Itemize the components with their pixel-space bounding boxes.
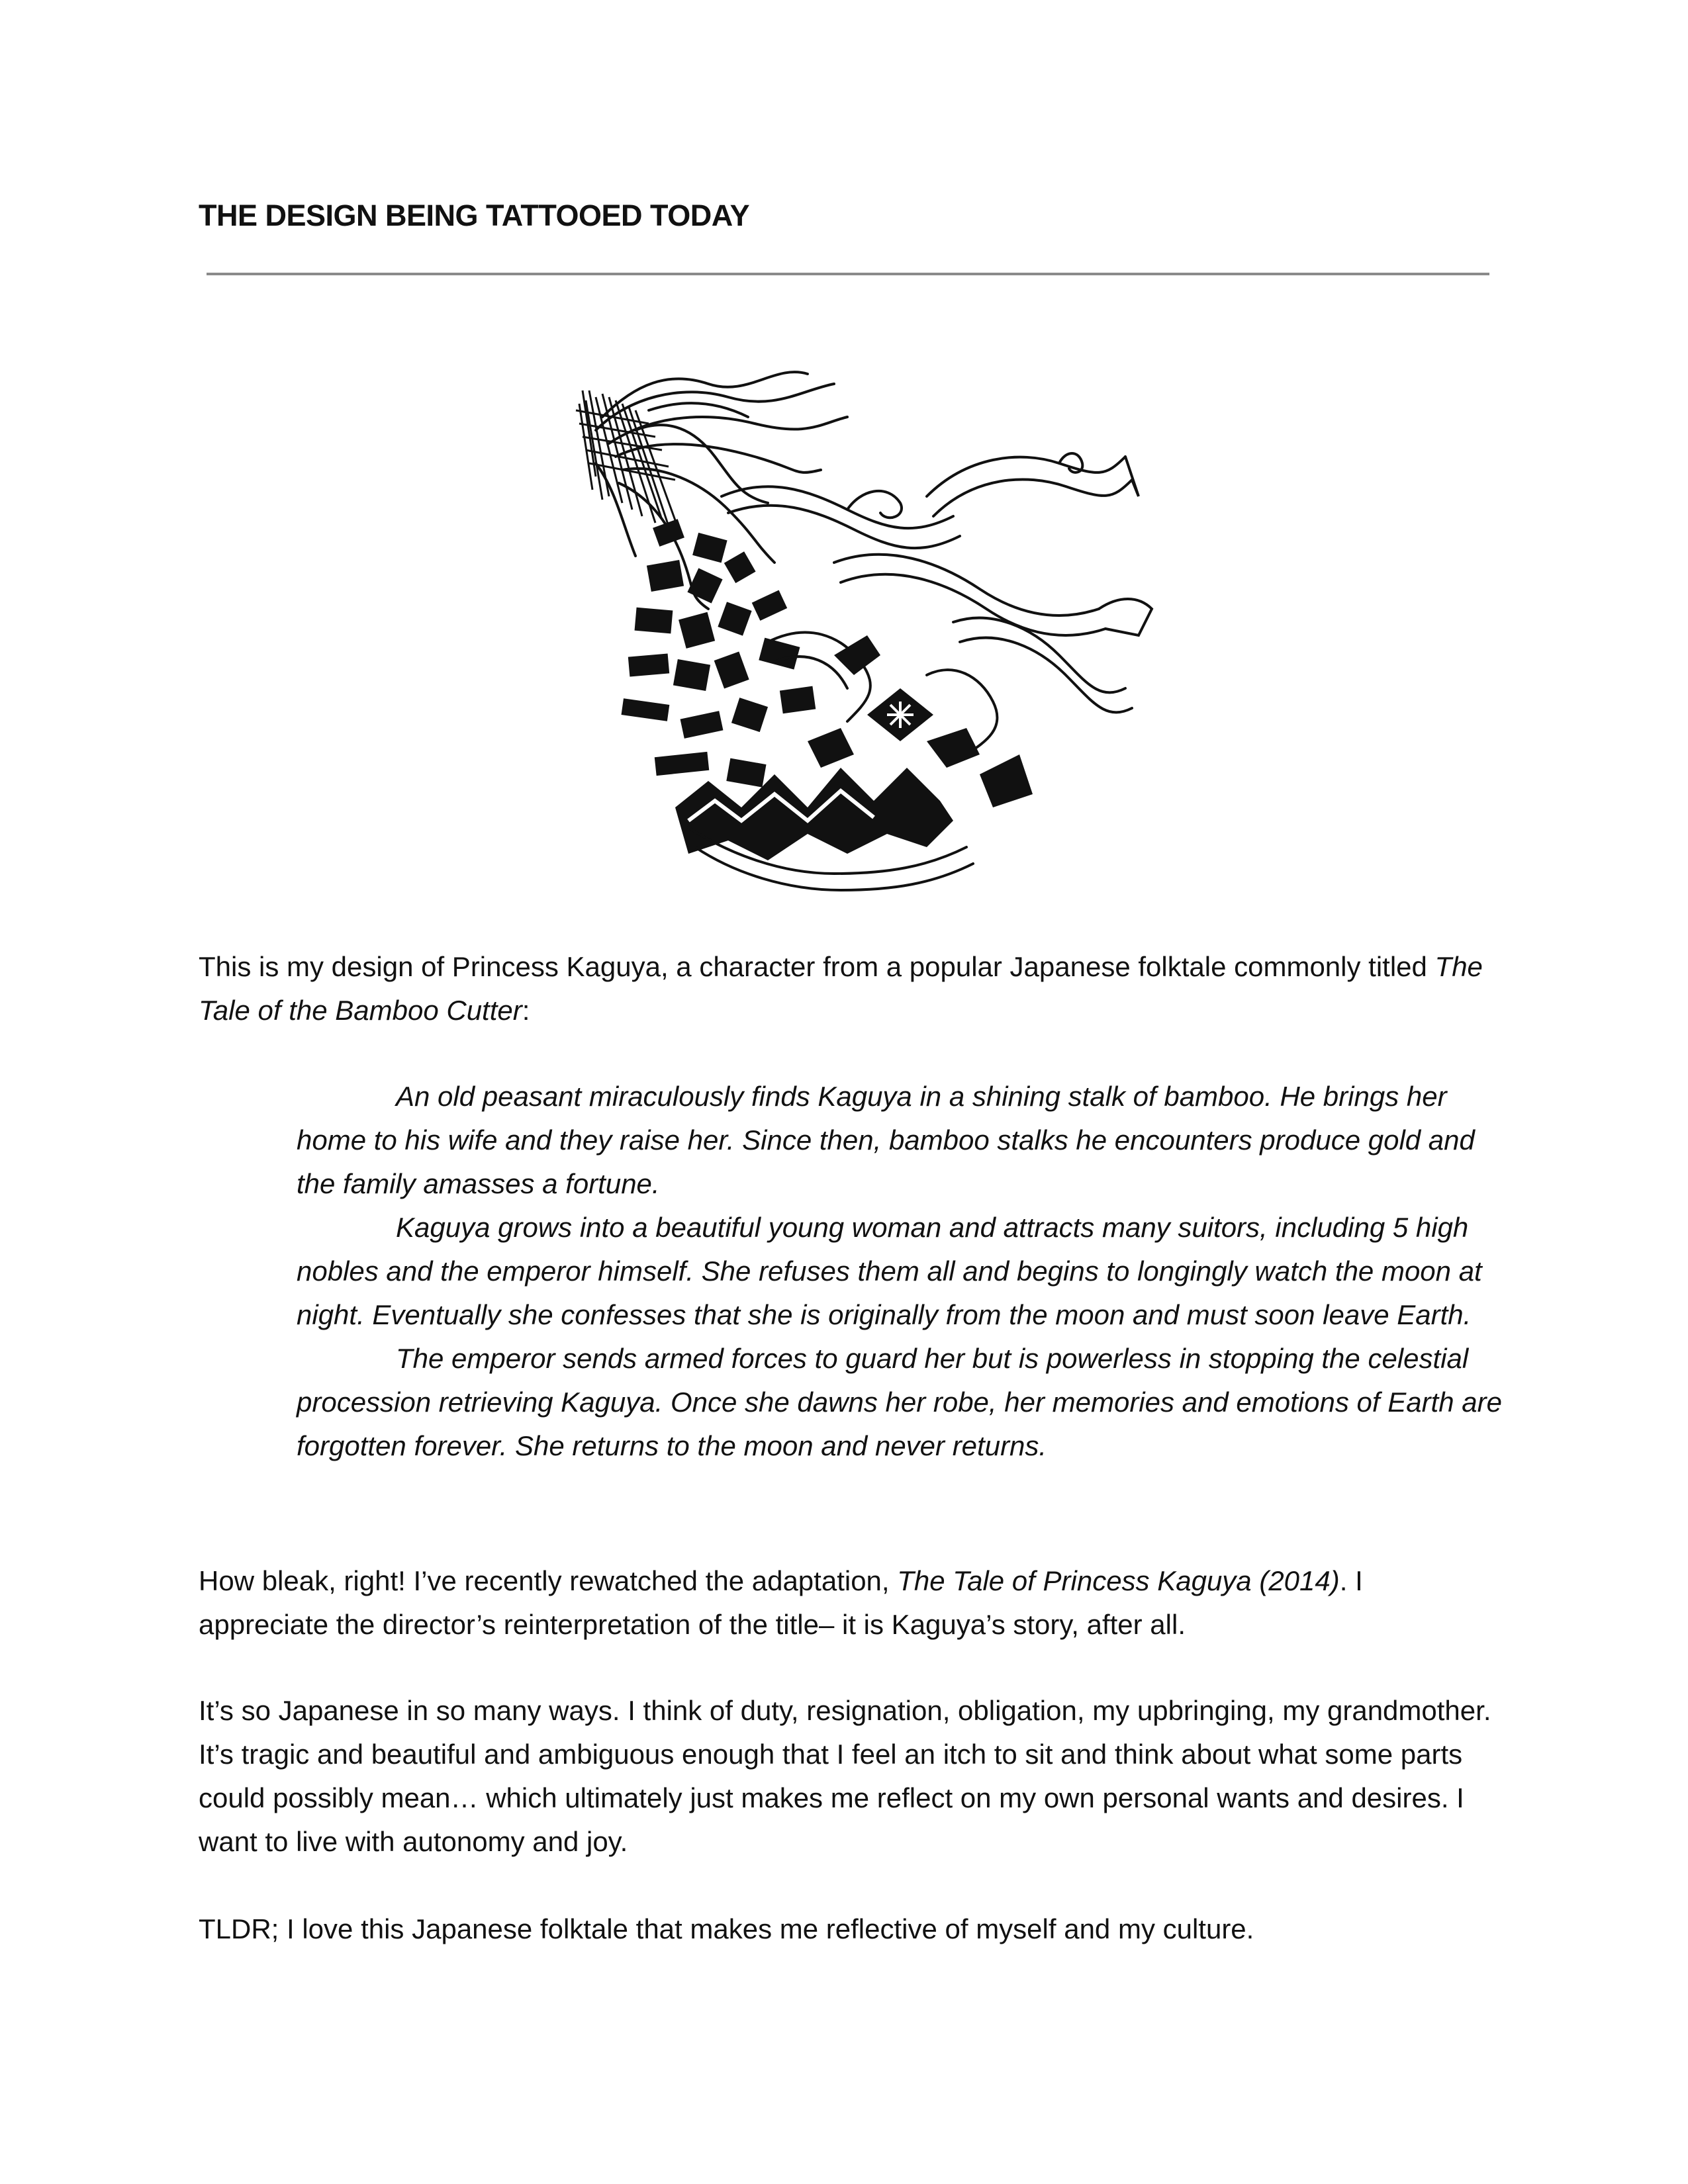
quote-paragraph: The emperor sends armed forces to guard her but is powerless in stopping the celestial procession retrieving Kaguya. Once she dawns her robe, her memories and emotions of Earth are forgotten forever. She returns to the moon and never returns. <box>297 1343 1502 1461</box>
intro-colon: : <box>522 995 530 1026</box>
princess-kaguya-ink-drawing-icon <box>556 344 1205 893</box>
folktale-summary-quote <box>297 1075 1508 1468</box>
film-title: The Tale of Princess Kaguya (2014) <box>897 1565 1340 1596</box>
horizontal-divider <box>207 273 1489 275</box>
adaptation-paragraph <box>199 1559 1496 1647</box>
reflection-paragraph <box>199 1689 1496 1864</box>
intro-text: This is my design of Princess Kaguya, a character from a popular Japanese folktale commonly titled <box>199 951 1435 982</box>
quote-paragraph: Kaguya grows into a beautiful young woman and attracts many suitors, including 5 high nobles and the emperor himself. She refuses them all and begins to longingly watch the moon at night. Eventually she confesses that she is originally from the moon and must soon leave Earth. <box>297 1212 1482 1330</box>
folktale-title: The Tale of the Bamboo Cutter <box>199 951 1483 1026</box>
adaptation-text-end: . I appreciate the director’s reinterpretation of the title– it is Kaguya’s story, after all. <box>199 1565 1363 1640</box>
adaptation-text: How bleak, right! I’ve recently rewatched the adaptation, <box>199 1565 898 1596</box>
reflection-text: It’s so Japanese in so many ways. I think of duty, resignation, obligation, my upbringing, my grandmother. It’s tragic and beautiful and ambiguous enough that I feel an itch to sit and think about what some parts could possibly mean… which ultimately just makes me reflect on my own personal wants and desires. I want to live with autonomy and joy. <box>199 1695 1491 1857</box>
tldr-text: TLDR; I love this Japanese folktale that makes me reflective of myself and my culture. <box>199 1913 1254 1944</box>
intro-paragraph <box>199 945 1496 1032</box>
tldr-paragraph <box>199 1907 1496 1951</box>
page-heading: THE DESIGN BEING TATTOOED TODAY <box>199 199 750 232</box>
quote-paragraph: An old peasant miraculously finds Kaguya in a shining stalk of bamboo. He brings her home to his wife and they raise her. Since then, bamboo stalks he encounters produce gold and the family amasses a fortune. <box>297 1081 1475 1199</box>
